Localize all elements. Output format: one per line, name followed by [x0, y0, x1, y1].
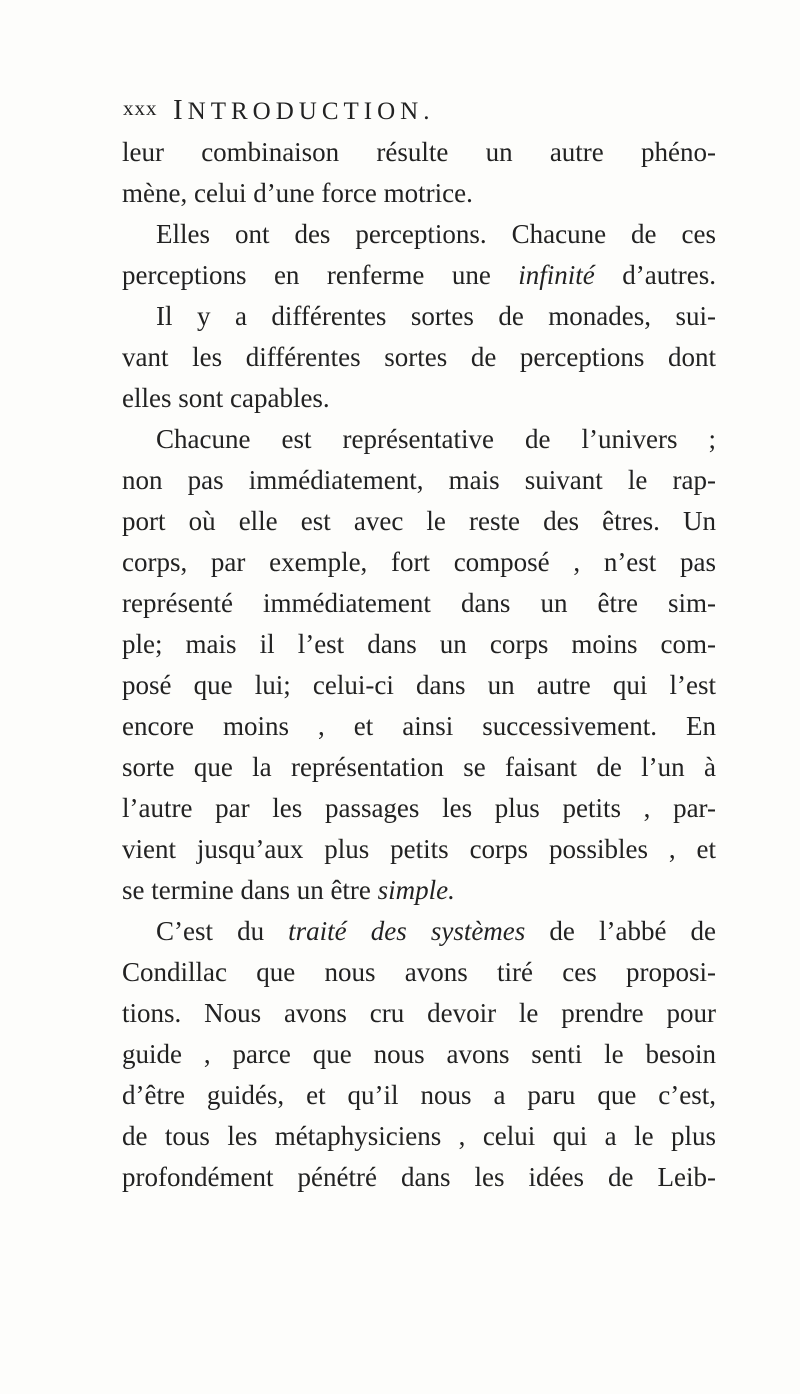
text-line: tions. Nous avons cru devoir le prendre pour — [122, 998, 716, 1028]
text-line: Elles ont des perceptions. Chacune de ces — [156, 219, 716, 249]
text-line: mène, celui d’une force motrice. — [122, 178, 473, 208]
page-number: xxx — [123, 96, 158, 120]
chapter-title — [173, 94, 434, 127]
chapter-title-rest: NTRODUCTION. — [187, 98, 435, 125]
text-line: l’autre par les passages les plus petits , par- — [122, 793, 716, 823]
text-span: d’autres. — [622, 260, 716, 290]
text-line — [122, 255, 716, 296]
text-line: sorte que la représentation se faisant de l’un à — [122, 752, 716, 782]
text-line: ple; mais il l’est dans un corps moins com- — [122, 629, 716, 659]
text-line — [122, 911, 716, 952]
italic-word: simple. — [377, 875, 455, 905]
italic-title: traité des systèmes — [288, 916, 526, 946]
text-line: Chacune est représentative de l’univers ; — [156, 424, 716, 454]
chapter-title-initial: I — [173, 94, 188, 126]
text-line: de tous les métaphysiciens , celui qui a le plus — [122, 1121, 716, 1151]
text-line: représenté immédiatement dans un être sim- — [122, 588, 716, 618]
text-line: vient jusqu’aux plus petits corps possibles , et — [122, 834, 716, 864]
text-span: de l’abbé de — [549, 916, 716, 946]
body-text — [122, 132, 716, 1198]
text-line: posé que lui; celui-ci dans un autre qui l’est — [122, 670, 716, 700]
running-head — [123, 96, 693, 128]
text-line: vant les différentes sortes de perceptions dont — [122, 342, 716, 372]
text-line: Condillac que nous avons tiré ces proposi- — [122, 957, 716, 987]
text-span: C’est du — [156, 916, 265, 946]
text-line — [122, 870, 716, 911]
italic-word: infinité — [518, 260, 595, 290]
text-line: non pas immédiatement, mais suivant le rap- — [122, 465, 716, 495]
text-line: profondément pénétré dans les idées de Leib- — [122, 1162, 716, 1192]
text-line: corps, par exemple, fort composé , n’est pas — [122, 547, 716, 577]
text-span: se termine dans un être — [122, 875, 371, 905]
text-line: encore moins , et ainsi successivement. En — [122, 711, 716, 741]
text-line: port où elle est avec le reste des êtres. Un — [122, 506, 716, 536]
text-span: perceptions en renferme une — [122, 260, 491, 290]
text-line: d’être guidés, et qu’il nous a paru que c’est, — [122, 1080, 716, 1110]
text-line: leur combinaison résulte un autre phéno- — [122, 137, 716, 167]
text-line: guide , parce que nous avons senti le besoin — [122, 1039, 716, 1069]
text-line: Il y a différentes sortes de monades, sui- — [156, 301, 716, 331]
text-line: elles sont capables. — [122, 383, 330, 413]
